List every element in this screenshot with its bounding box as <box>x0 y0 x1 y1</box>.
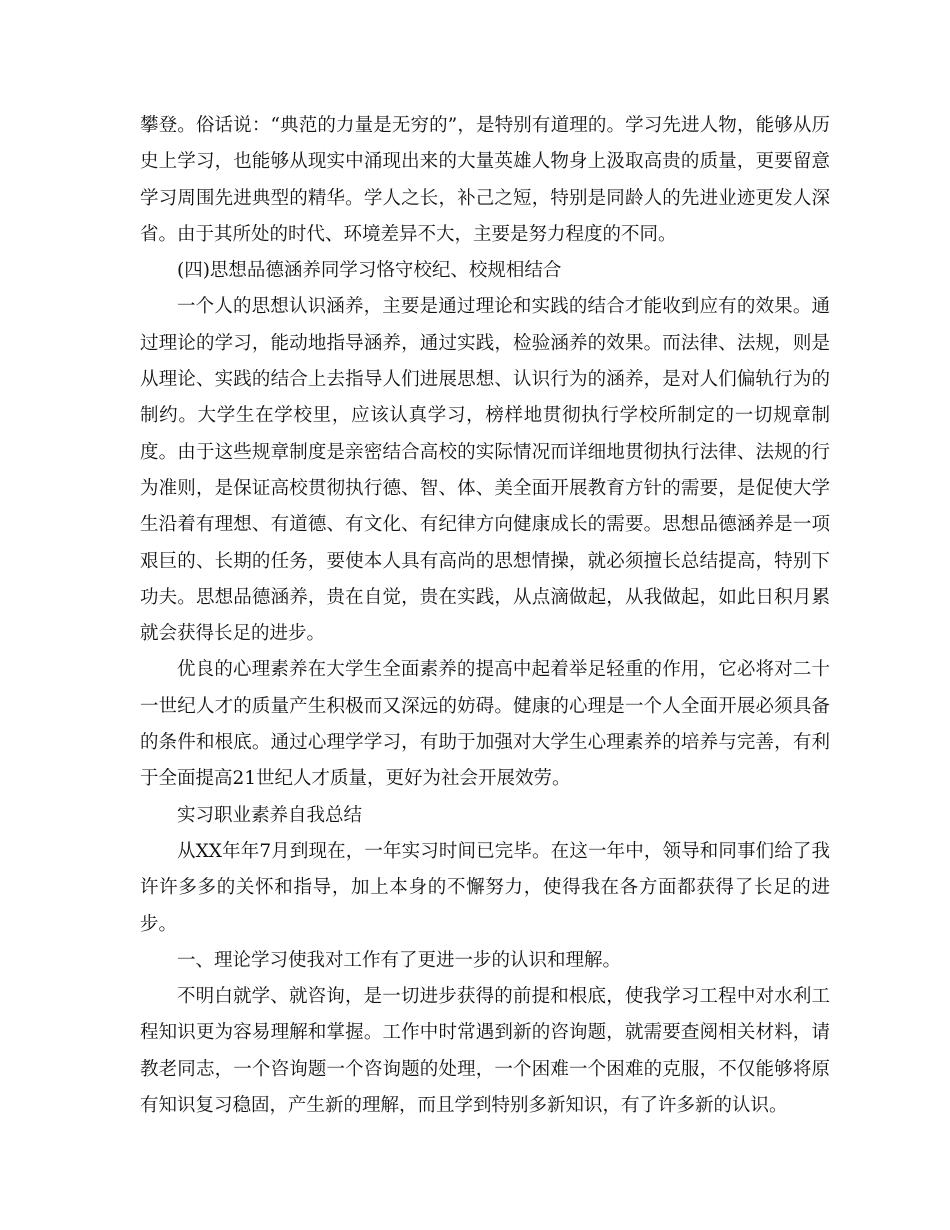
paragraph-psychological-quality: 优良的心理素养在大学生全面素养的提高中起着举足轻重的作用，它必将对二十一世纪人才的质量产生积极而又深远的妨碍。健康的心理是一个人全面开展必须具备的条件和根底。通过心理学学习，有助于加强对大学生心理素养的培养与完善，有利于全面提高21世纪人才质量，更好为社会开展效劳。 <box>140 659 830 790</box>
article-title: 实习职业素养自我总结 <box>177 804 363 826</box>
section-heading-one: 一、理论学习使我对工作有了更进一步的认识和理解。 <box>177 949 622 971</box>
paragraph-theory-learning: 不明白就学、就咨询，是一切进步获得的前提和根底，使我学习工程中对水利工程知识更为容易理解和掌握。工作中时常遇到新的咨询题，就需要查阅相关材料，请教老同志，一个咨询题一个咨询题的处理，一个困难一个困难的克服，不仅能够将原有知识复习稳固，产生新的理解，而且学到特别多新知识，有了许多新的认识。 <box>140 986 830 1117</box>
paragraph-continuation: 攀登。俗话说：“典范的力量是无穷的”，是特别有道理的。学习先进人物，能够从历史上学习，也能够从现实中涌现出来的大量英雄人物身上汲取高贵的质量，更要留意学习周围先进典型的精华。学人之长，补己之短，特别是同龄人的先进业迹更发人深省。由于其所处的时代、环境差异不大，主要是努力程度的不同。 <box>140 115 830 245</box>
section-heading-four: (四)思想品德涵养同学习恪守校纪、校规相结合 <box>177 260 562 282</box>
paragraph-ideology-cultivation: 一个人的思想认识涵养，主要是通过理论和实践的结合才能收到应有的效果。通过理论的学习，能动地指导涵养，通过实践，检验涵养的效果。而法律、法规，则是从理论、实践的结合上去指导人们进展思想、认识行为的涵养，是对人们偏轨行为的制约。大学生在学校里，应该认真学习，榜样地贯彻执行学校所制定的一切规章制度。由于这些规章制度是亲密结合高校的实际情况而详细地贯彻执行法律、法规的行为准则，是保证高校贯彻执行德、智、体、美全面开展教育方针的需要，是促使大学生沿着有理想、有道德、有文化、有纪律方向健康成长的需要。思想品德涵养是一项艰巨的、长期的任务，要使本人具有高尚的思想情操，就必须擅长总结提高，特别下功夫。思想品德涵养，贵在自觉，贵在实践，从点滴做起，从我做起，如此日积月累就会获得长足的进步。 <box>140 296 830 645</box>
paragraph-internship-intro: 从XX年年7月到现在，一年实习时间已完毕。在这一年中，领导和同事们给了我许许多多的关怀和指导，加上本身的不懈努力，使得我在各方面都获得了长足的进步。 <box>140 840 830 935</box>
document-body <box>140 108 830 1124</box>
